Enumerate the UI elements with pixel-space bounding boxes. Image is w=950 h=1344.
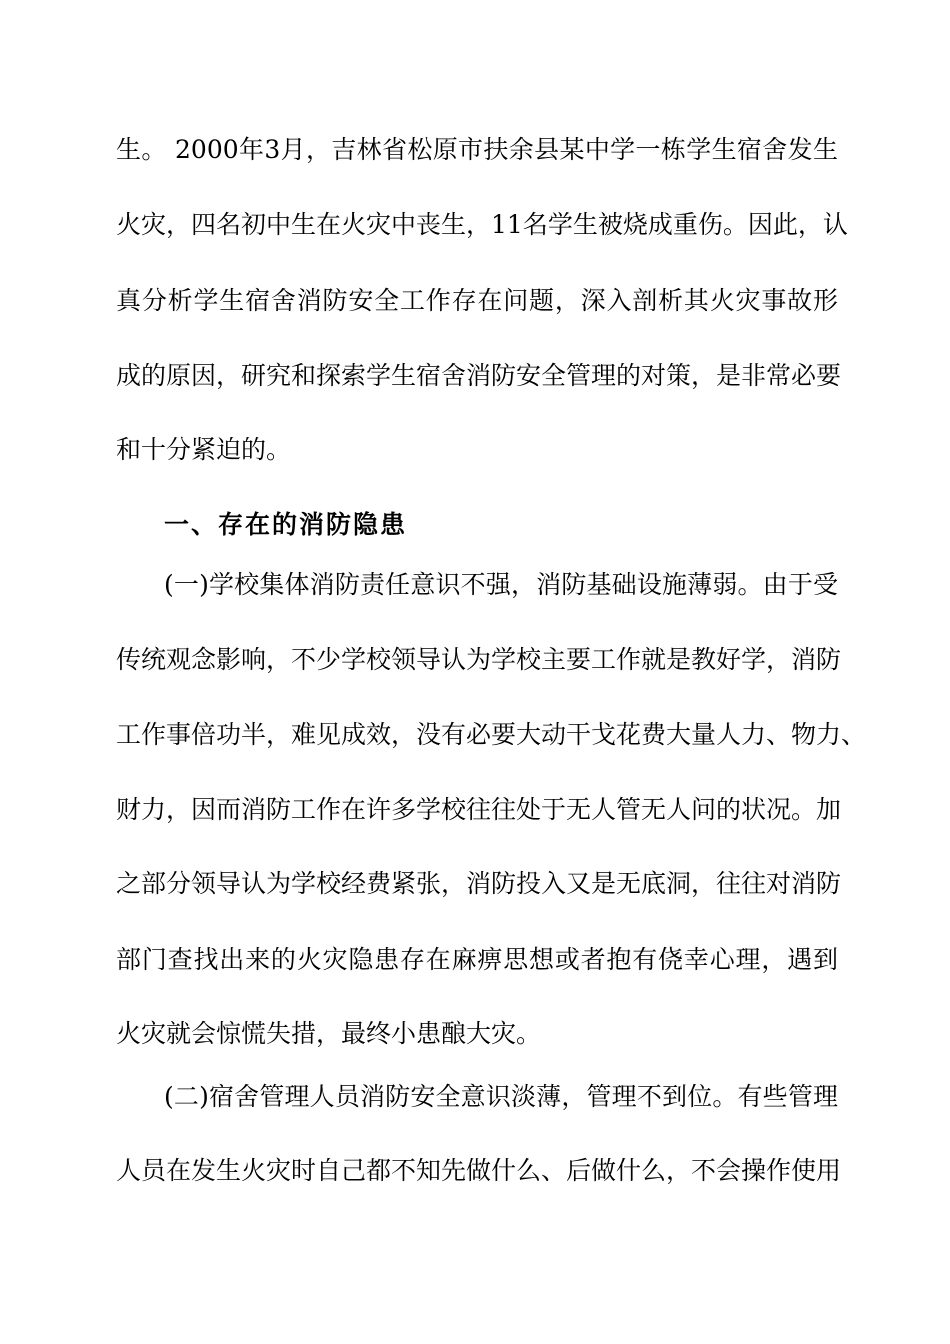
section-heading: 一、存在的消防隐患 bbox=[164, 510, 408, 539]
paragraph-line: 真分析学生宿舍消防安全工作存在问题，深入剖析其火灾事故形 bbox=[116, 286, 838, 315]
paragraph-line: 工作事倍功半，难见成效，没有必要大动干戈花费大量人力、物力、 bbox=[116, 720, 867, 749]
paragraph-line: 之部分领导认为学校经费紧张，消防投入又是无底洞，往往对消防 bbox=[116, 869, 842, 898]
paragraph-line: 和十分紧迫的。 bbox=[116, 435, 292, 464]
paragraph-line: 传统观念影响，不少学校领导认为学校主要工作就是教好学，消防 bbox=[116, 645, 842, 674]
paragraph-line: 成的原因，研究和探索学生宿舍消防安全管理的对策，是非常必要 bbox=[116, 361, 842, 390]
paragraph-line: 生。 2000年3月，吉林省松原市扶余县某中学一栋学生宿舍发生 bbox=[116, 135, 838, 164]
paragraph-line: 火灾就会惊慌失措，最终小患酿大灾。 bbox=[116, 1019, 542, 1048]
paragraph-line: (一)学校集体消防责任意识不强，消防基础设施薄弱。由于受 bbox=[164, 570, 838, 599]
paragraph-line: 部门查找出来的火灾隐患存在麻痹思想或者抱有侥幸心理，遇到 bbox=[116, 945, 838, 974]
paragraph-line: (二)宿舍管理人员消防安全意识淡薄，管理不到位。有些管理 bbox=[164, 1082, 838, 1111]
paragraph-line: 人员在发生火灾时自己都不知先做什么、后做什么，不会操作使用 bbox=[116, 1156, 842, 1185]
paragraph-line: 财力，因而消防工作在许多学校往往处于无人管无人问的状况。加 bbox=[116, 795, 842, 824]
paragraph-line: 火灾，四名初中生在火灾中丧生，11名学生被烧成重伤。因此，认 bbox=[116, 210, 848, 239]
